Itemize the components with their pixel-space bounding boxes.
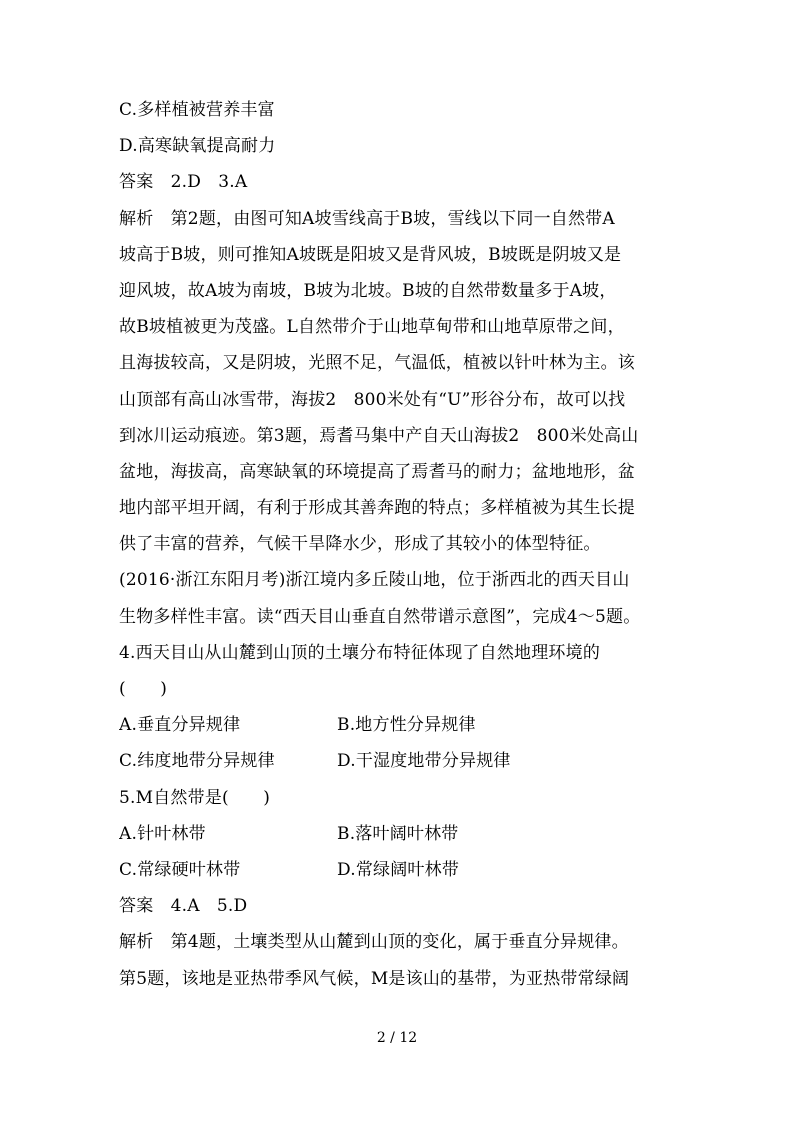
explanation-line-3: 迎风坡，故A坡为南坡，B坡为北坡。B坡的自然带数量多于A坡，	[119, 280, 617, 301]
question-4-stem: 4.西天目山从山麓到山顶的土壤分布特征体现了自然地理环境的	[119, 642, 601, 663]
explanation-line-9: 地内部平坦开阔，有利于形成其善奔跑的特点；多样植被为其生长提	[119, 498, 635, 519]
explanation-4-line-2: 第5题，该地是亚热带季风气候，M是该山的基带，为亚热带常绿阔	[119, 968, 630, 989]
option-d: D.常绿阔叶林带	[337, 859, 460, 880]
option-c-prev: C.多样植被营养丰富	[119, 100, 275, 120]
explanation-line-5: 且海拔较高，又是阴坡，光照不足，气温低，植被以针叶林为主。该	[119, 353, 635, 374]
explanation-line-7: 到冰川运动痕迹。第3题，焉耆马集中产自天山海拔2 800米处高山	[119, 425, 639, 446]
option-a: A.针叶林带	[119, 823, 206, 844]
option-b: B.落叶阔叶林带	[337, 823, 459, 844]
question-4-blank: ( )	[119, 679, 168, 699]
explanation-4-line-1: 解析 第4题，土壤类型从山麓到山顶的变化，属于垂直分异规律。	[119, 932, 629, 953]
question-5-options-row-1	[119, 816, 679, 852]
option-c: C.常绿硬叶林带	[119, 859, 241, 880]
question-4-options-row-2	[119, 743, 679, 779]
question-5-options-row-2	[119, 852, 679, 888]
option-d: D.干湿度地带分异规律	[337, 751, 511, 772]
explanation-line-10: 供了丰富的营养，气候干旱降水少，形成了其较小的体型特征。	[119, 534, 601, 555]
answer-4-5: 答案 4.A 5.D	[119, 896, 248, 917]
document-body	[119, 92, 679, 997]
explanation-line-6: 山顶部有高山冰雪带，海拔2 800米处有“U”形谷分布，故可以找	[119, 389, 626, 410]
explanation-line-8: 盆地，海拔高，高寒缺氧的环境提高了焉耆马的耐力；盆地地形，盆	[119, 461, 635, 482]
option-a: A.垂直分异规律	[119, 715, 241, 736]
intro-line-2: 生物多样性丰富。读“西天目山垂直自然带谱示意图”，完成4～5题。	[119, 606, 641, 627]
intro-line-1: (2016·浙江东阳月考)浙江境内多丘陵山地，位于浙西北的西天目山	[119, 570, 630, 591]
question-4-options-row-1	[119, 707, 679, 743]
option-d-prev: D.高寒缺氧提高耐力	[119, 136, 276, 157]
explanation-line-1: 解析 第2题，由图可知A坡雪线高于B坡，雪线以下同一自然带A	[119, 208, 615, 229]
question-5-stem: 5.M自然带是( )	[119, 787, 271, 808]
explanation-line-4: 故B坡植被更为茂盛。L自然带介于山地草甸带和山地草原带之间，	[119, 317, 625, 338]
explanation-line-2: 坡高于B坡，则可推知A坡既是阳坡又是背风坡，B坡既是阴坡又是	[119, 244, 622, 265]
option-c: C.纬度地带分异规律	[119, 751, 275, 772]
option-b: B.地方性分异规律	[337, 715, 476, 736]
page-number: 2 / 12	[376, 1030, 418, 1046]
answer-2-3: 答案 2.D 3.A	[119, 172, 248, 193]
